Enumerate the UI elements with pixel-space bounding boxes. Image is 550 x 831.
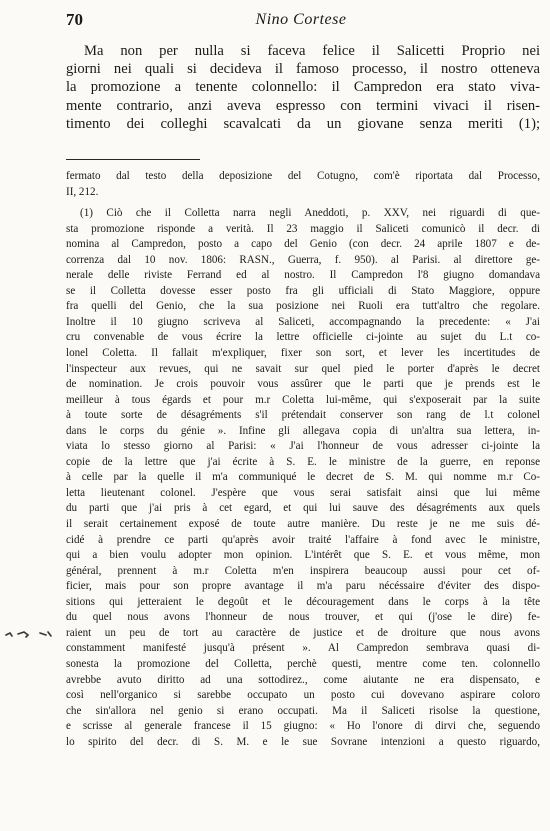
note-line: correnza dal 10 nov. 1806: RASN., Guerra, f. 950). al Parisi. al direttore ge- xyxy=(66,253,540,266)
note-line: lo spirito del decr. di S. M. e le sue Sovrane intenzioni a questo riguardo, xyxy=(66,735,540,748)
note-line: à toute sorte de désagréments s'il prétendait conserver son rang de l.t colonel xyxy=(66,409,540,422)
note-line: lonel Coletta. Il fallait m'expliquer, fixer son sort, et lever les incertitudes de xyxy=(66,347,540,360)
note-line: de nomination. Je crois pouvoir vous assûrer que le parti que je prends est le xyxy=(66,378,540,391)
note-line: constamment manifesté jusqu'à présent ». Al Campredon sembrava quasi di- xyxy=(66,642,540,655)
note-line: se il Colletta dovesse esser posto fra gli ufficiali di Stato Maggiore, oppure xyxy=(66,284,540,297)
footnote-1 xyxy=(66,206,540,750)
note-line: ficier, mais pour son propre avantage il m'a paru nécéssaire d'éviter des dispo- xyxy=(66,580,540,593)
note-line: avrebbe avuto diritto ad una sottodirez., come aiutante ne era dispensato, e xyxy=(66,673,540,686)
note-line: du parti que j'ai pris à cet egard, et qui lui sauve des désagréments aux quels xyxy=(66,502,540,515)
note-line: così nell'organico si sarebbe occupato un posto cui dovevano aspirare coloro xyxy=(66,689,540,702)
note-line: l'inspecteur aux revues, qui ne savait sur quel pied le porter d'après le decret xyxy=(66,362,540,375)
text-line: timento dei colleghi scavalcati da un giovane senza meriti (1); xyxy=(66,115,540,132)
note-line: du quel nous avons l'honneur de nous trouver, et qui (j'ose le dire) fe- xyxy=(66,611,540,624)
text-line: Ma non per nulla si faceva felice il Salicetti Proprio nei xyxy=(84,43,540,59)
note-line: sonesta la promozione del Colletta, perchè questi, mentre come ten. colonnello xyxy=(66,657,540,670)
note-line: dans le corps du génie ». Infine gli allegava copia di un'altra sua lettera, in- xyxy=(66,424,540,437)
footnote-continuation xyxy=(66,169,540,200)
note-line: nerale delle riviste Ferrand ed al nostro. Il Campredon l'8 giugno domandava xyxy=(66,269,540,282)
main-text xyxy=(66,42,540,133)
note-line: il serait certainement exposé de toute autre manière. Du reste je ne me suis dé- xyxy=(66,518,540,531)
text-line: giorni nei quali si decideva il famoso processo, il nostro otteneva xyxy=(66,61,540,78)
note-line: à celle par la quelle il m'a communiqué le decret de S. M. qui nomme m.r Co- xyxy=(66,471,540,484)
note-line: raient un peu de tort au caractère de justice et de droiture que nous avons xyxy=(66,626,540,639)
footnotes xyxy=(66,169,540,756)
main-paragraph xyxy=(66,42,540,133)
note-line: (1) Ciò che il Colletta narra negli Aneddoti, p. XXV, nei riguardi di que- xyxy=(80,207,540,220)
note-line: sta promozione risponde a verità. Il 23 maggio il Saliceti comunicò il decr. di xyxy=(66,222,540,235)
note-line: fermato dal testo della deposizione del Cotugno, com'è riportata dal Processo, xyxy=(66,170,540,182)
note-line: fra quelli del Genio, che la sua posizione nei Ruoli era tutt'altro che regolare. xyxy=(66,300,540,313)
page-header xyxy=(66,10,536,34)
text-line: mente contrario, anzi aveva espresso con termini vivaci il risen- xyxy=(66,97,540,114)
note-line: nomina al Campredon, posto a capo del Genio (con decr. 24 aprile 1807 e de- xyxy=(66,238,540,251)
note-line: meilleur à tous égards et pour m.r Coletta lui-même, qui s'exposerait par la suite xyxy=(66,393,540,406)
note-line: II, 212. xyxy=(66,185,99,198)
note-line: Inoltre il 10 giugno scriveva al Saliceti, accompagnando la precedente: « J'ai xyxy=(66,315,540,328)
page-number: 70 xyxy=(66,10,83,29)
margin-scribble-mark xyxy=(4,628,54,640)
note-line: général, prennent à m.r Coletta m'en inspirera beaucoup aussi pour cet of- xyxy=(66,564,540,577)
note-line: copie de la lettre que j'ai écrite à S. E. le ministre de la guerre, en reponse xyxy=(66,455,540,468)
note-line: e scrisse al generale francese il 15 giugno: « Ho l'onore di dirvi che, seguendo xyxy=(66,720,540,733)
note-line: cidé à prendre ce parti qu'après avoir traité l'affaire à fond avec le ministre, xyxy=(66,533,540,546)
running-head: Nino Cortese xyxy=(255,11,347,28)
note-line: sitions qui jetteraient le degoût et le découragement dans le corps à la tête xyxy=(66,595,540,608)
note-line: cru convenable de vous écrire la lettre officielle ci-jointe au sujet du L.t co- xyxy=(66,331,540,344)
text-line: la promozione a tenente colonnello: il Campredon era stato viva- xyxy=(66,79,540,96)
note-line: che sin'allora nel genio si erano occupati. Ma il Saliceti risolse la questione, xyxy=(66,704,540,717)
note-line: qui a bien voulu adopter mon opinion. L'intérêt que S. E. et vous même, mon xyxy=(66,549,540,562)
footnote-divider xyxy=(66,159,200,160)
note-line: viata lo stesso giorno al Parisi: « J'ai l'honneur de vous adresser ci-jointe la xyxy=(66,440,540,453)
note-line: letta lieutenant colonel. J'espère que vous serai satisfait ainsi que lui même xyxy=(66,486,540,499)
